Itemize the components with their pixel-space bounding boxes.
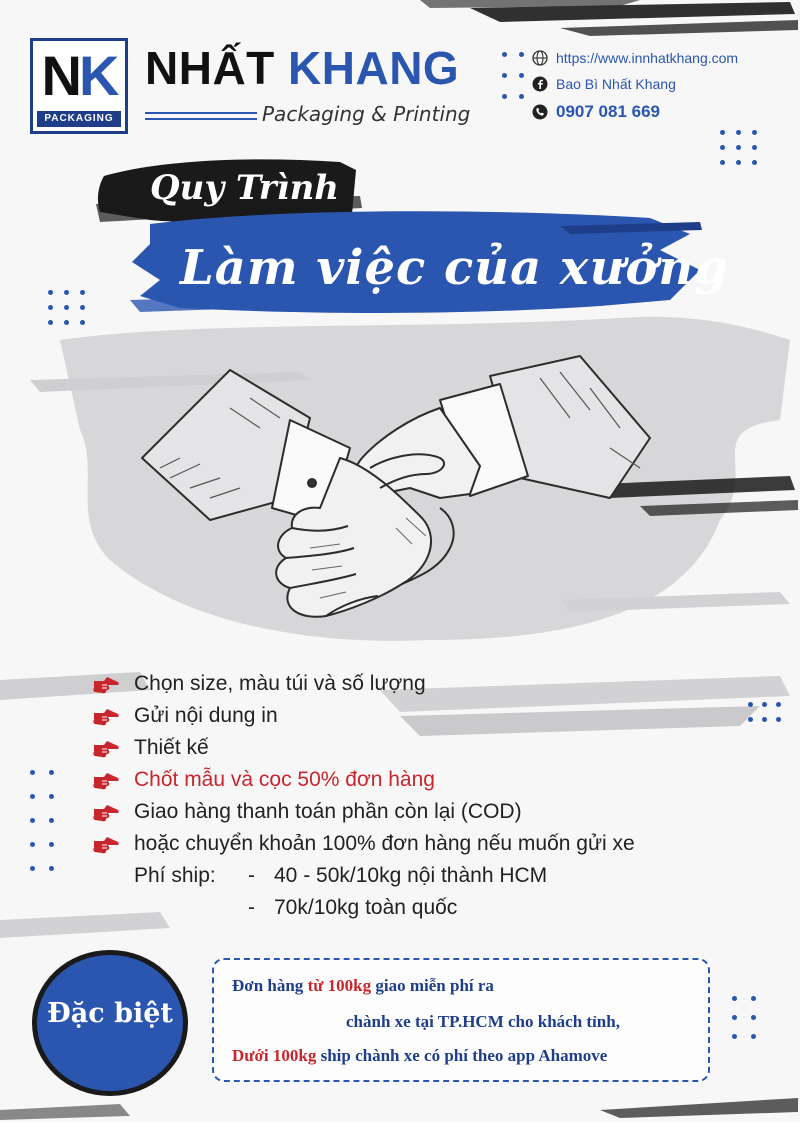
pointing-hand-icon bbox=[92, 737, 120, 759]
process-step bbox=[92, 732, 772, 764]
special-note-line-2: chành xe tại TP.HCM cho khách tỉnh, bbox=[346, 1012, 620, 1031]
process-step-text: Giao hàng thanh toán phần còn lại (COD) bbox=[134, 800, 522, 823]
contact-facebook[interactable]: Bao Bì Nhất Khang bbox=[532, 76, 676, 92]
process-step bbox=[92, 668, 772, 700]
phone-icon bbox=[532, 104, 548, 120]
shipping-fee-row bbox=[92, 860, 772, 892]
process-step-text: hoặc chuyển khoản 100% đơn hàng nếu muốn gửi xe bbox=[134, 832, 635, 855]
special-badge-label: Đặc biệt bbox=[47, 998, 173, 1029]
process-step bbox=[92, 796, 772, 828]
process-step-text: Thiết kế bbox=[134, 736, 209, 759]
process-steps bbox=[92, 668, 772, 924]
dot-grid-decoration bbox=[30, 770, 54, 871]
tagline-rule bbox=[145, 118, 257, 120]
contact-website[interactable]: https://www.innhatkhang.com bbox=[532, 50, 738, 66]
process-step-text: Gửi nội dung in bbox=[134, 704, 278, 727]
brand-tagline: Packaging & Printing bbox=[262, 102, 471, 126]
pointing-hand-icon bbox=[92, 769, 120, 791]
special-note-line-1: Đơn hàng từ 100kg giao miễn phí ra bbox=[232, 976, 494, 995]
logo-packaging-label: PACKAGING bbox=[37, 111, 121, 127]
pointing-hand-icon bbox=[92, 833, 120, 855]
dot-grid-decoration bbox=[732, 996, 756, 1039]
dot-grid-decoration bbox=[720, 130, 757, 165]
contact-phone[interactable]: 0907 081 669 bbox=[532, 102, 660, 122]
globe-icon bbox=[532, 50, 548, 66]
process-step-text: Chọn size, màu túi và số lượng bbox=[134, 672, 426, 695]
process-step-text: Chốt mẫu và cọc 50% đơn hàng bbox=[134, 768, 435, 791]
brand-name: NHẤT KHANG bbox=[145, 42, 460, 94]
logo-monogram: NK bbox=[41, 44, 117, 107]
process-step bbox=[92, 828, 772, 860]
shipping-fee-row bbox=[92, 892, 772, 924]
dot-grid-decoration bbox=[48, 290, 85, 325]
brand-logo bbox=[30, 38, 128, 134]
handshake-illustration bbox=[140, 348, 660, 648]
dot-grid-decoration bbox=[502, 52, 524, 99]
process-step bbox=[92, 764, 772, 796]
process-step bbox=[92, 700, 772, 732]
title-line-2: Làm việc của xưởng bbox=[180, 240, 729, 296]
shipping-dash: - bbox=[248, 864, 255, 887]
pointing-hand-icon bbox=[92, 705, 120, 727]
shipping-dash: - bbox=[248, 896, 255, 919]
special-note-line-3: Dưới 100kg ship chành xe có phí theo app Ahamove bbox=[232, 1046, 608, 1065]
facebook-icon bbox=[532, 76, 548, 92]
title-line-1: Quy Trình bbox=[150, 168, 340, 208]
shipping-fee-text: 40 - 50k/10kg nội thành HCM bbox=[274, 864, 548, 887]
shipping-label: Phí ship: bbox=[134, 864, 216, 887]
pointing-hand-icon bbox=[92, 673, 120, 695]
shipping-fee-text: 70k/10kg toàn quốc bbox=[274, 896, 458, 919]
pointing-hand-icon bbox=[92, 801, 120, 823]
tagline-rule bbox=[145, 112, 257, 114]
